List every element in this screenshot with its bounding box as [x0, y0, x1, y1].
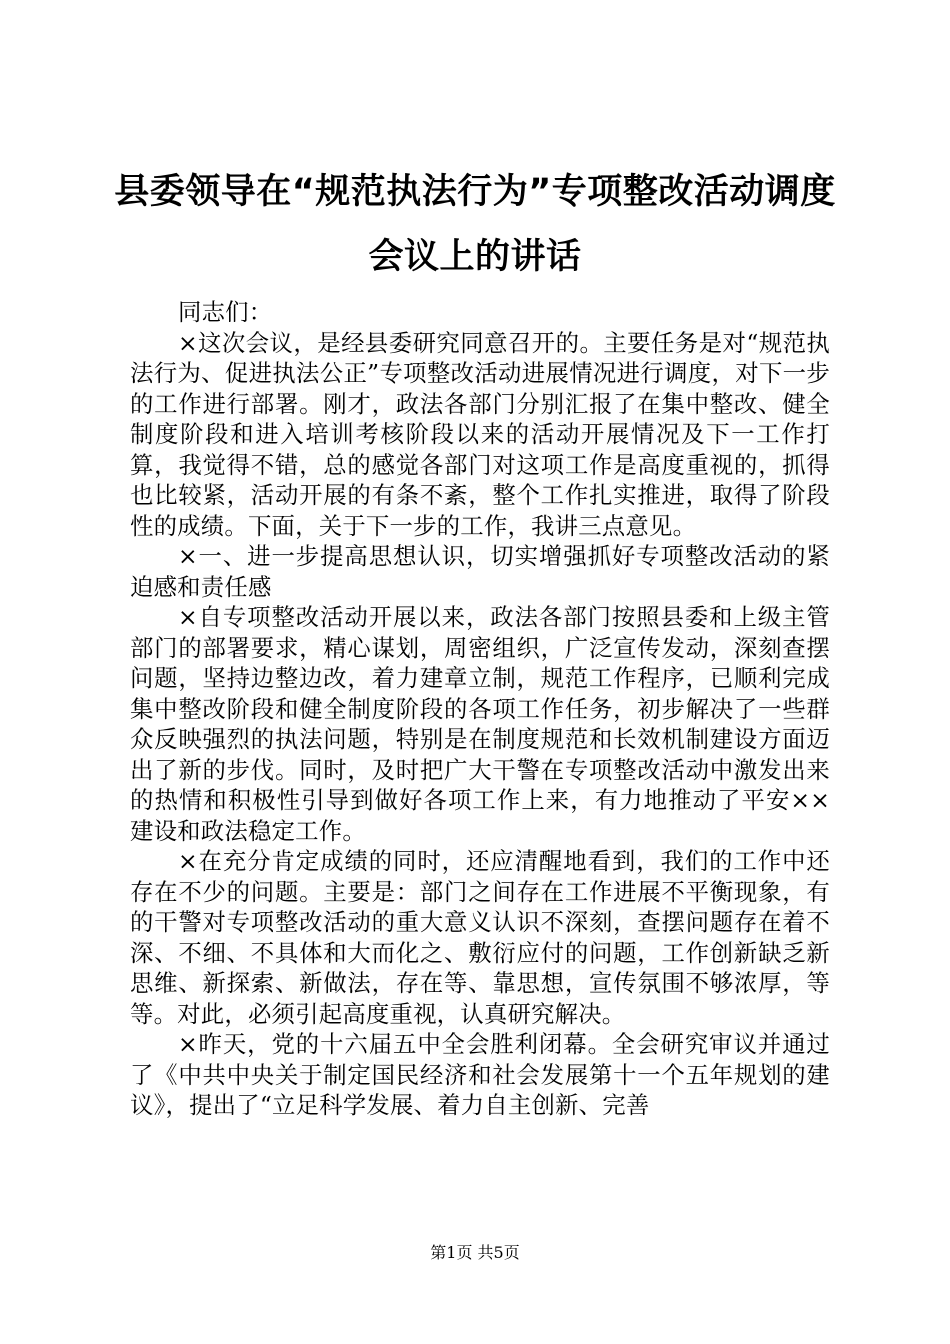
- page-footer: 第1页 共5页: [430, 1243, 520, 1262]
- paragraph-achievements: ×自专项整改活动开展以来，政法各部门按照县委和上级主管部门的部署要求，精心谋划，周密组织，广泛宣传发动，深刻查摆问题，坚持边整边改，着力建章立制，规范工作程序，已顺利完成集中整改阶段和健全制度阶段的各项工作任务，初步解决了一些群众反映强烈的执法问题，特别是在制度规范和长效机制建设方面迈出了新的步伐。同时，及时把广大干警在专项整改活动中激发出来的热情和积极性引导到做好各项工作上来，有力地推动了平安××建设和政法稳定工作。: [130, 603, 830, 845]
- document-title: 县委领导在“规范执法行为”专项整改活动调度会议上的讲话: [114, 172, 836, 277]
- paragraph-opening: ×这次会议，是经县委研究同意召开的。主要任务是对“规范执法行为、促进执法公正”专项整改活动进展情况进行调度，对下一步的工作进行部署。刚才，政法各部门分别汇报了在集中整改、健全制度阶段和进入培训考核阶段以来的活动开展情况及下一工作打算，我觉得不错，总的感觉各部门对这项工作是高度重视的，抓得也比较紧，活动开展的有条不紊，整个工作扎实推进，取得了阶段性的成绩。下面，关于下一步的工作，我讲三点意见。: [130, 328, 830, 540]
- document-body: [130, 297, 830, 1121]
- paragraph-plenary: ×昨天，党的十六届五中全会胜利闭幕。全会研究审议并通过了《中共中央关于制定国民经济和社会发展第十一个五年规划的建议》，提出了“立足科学发展、着力自主创新、完善: [130, 1030, 830, 1119]
- salutation: 同志们：: [178, 298, 273, 326]
- section-heading-1: ×一、进一步提高思想认识，切实增强抓好专项整改活动的紧迫感和责任感: [130, 542, 830, 601]
- paragraph-problems: ×在充分肯定成绩的同时，还应清醒地看到，我们的工作中还存在不少的问题。主要是：部门之间存在工作进展不平衡现象，有的干警对专项整改活动的重大意义认识不深刻，查摆问题存在着不深、不细、不具体和大而化之、敷衍应付的问题，工作创新缺乏新思维、新探索、新做法，存在等、靠思想，宣传氛围不够浓厚，等等。对此，必须引起高度重视，认真研究解决。: [130, 847, 830, 1028]
